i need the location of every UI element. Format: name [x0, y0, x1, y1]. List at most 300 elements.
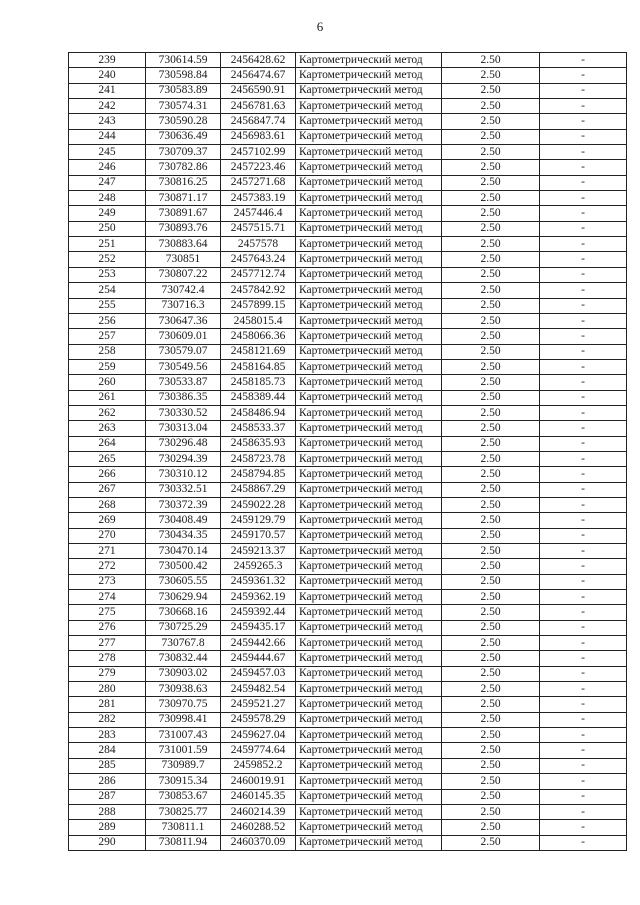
- x-coordinate-cell: 730590.28: [146, 114, 221, 129]
- accuracy-cell: 2.50: [442, 421, 540, 436]
- y-coordinate-cell: 2459457.03: [221, 666, 296, 681]
- table-row: [69, 712, 627, 727]
- x-coordinate-cell: 730579.07: [146, 344, 221, 359]
- y-coordinate-cell: 2458121.69: [221, 344, 296, 359]
- note-cell: -: [540, 636, 627, 651]
- point-number-cell: 280: [69, 682, 146, 697]
- y-coordinate-cell: 2458164.85: [221, 359, 296, 374]
- x-coordinate-cell: 730970.75: [146, 697, 221, 712]
- point-number-cell: 269: [69, 513, 146, 528]
- method-cell: Картометрический метод: [296, 221, 442, 236]
- accuracy-cell: 2.50: [442, 129, 540, 144]
- y-coordinate-cell: 2459435.17: [221, 620, 296, 635]
- accuracy-cell: 2.50: [442, 68, 540, 83]
- x-coordinate-cell: 730938.63: [146, 682, 221, 697]
- x-coordinate-cell: 730614.59: [146, 53, 221, 68]
- table-row: [69, 544, 627, 559]
- method-cell: Картометрический метод: [296, 574, 442, 589]
- y-coordinate-cell: 2459129.79: [221, 513, 296, 528]
- point-number-cell: 272: [69, 559, 146, 574]
- table-row: [69, 53, 627, 68]
- point-number-cell: 283: [69, 728, 146, 743]
- note-cell: -: [540, 528, 627, 543]
- table-row: [69, 758, 627, 773]
- method-cell: Картометрический метод: [296, 544, 442, 559]
- x-coordinate-cell: 730330.52: [146, 405, 221, 420]
- point-number-cell: 289: [69, 820, 146, 835]
- note-cell: -: [540, 743, 627, 758]
- accuracy-cell: 2.50: [442, 544, 540, 559]
- note-cell: -: [540, 682, 627, 697]
- note-cell: -: [540, 145, 627, 160]
- note-cell: -: [540, 221, 627, 236]
- x-coordinate-cell: 730470.14: [146, 544, 221, 559]
- point-number-cell: 259: [69, 359, 146, 374]
- accuracy-cell: 2.50: [442, 329, 540, 344]
- point-number-cell: 277: [69, 636, 146, 651]
- accuracy-cell: 2.50: [442, 666, 540, 681]
- y-coordinate-cell: 2457271.68: [221, 175, 296, 190]
- x-coordinate-cell: 730851: [146, 252, 221, 267]
- method-cell: Картометрический метод: [296, 559, 442, 574]
- point-number-cell: 244: [69, 129, 146, 144]
- point-number-cell: 241: [69, 83, 146, 98]
- coordinates-table-body: [69, 53, 627, 851]
- x-coordinate-cell: 731007.43: [146, 728, 221, 743]
- point-number-cell: 276: [69, 620, 146, 635]
- y-coordinate-cell: 2456781.63: [221, 99, 296, 114]
- x-coordinate-cell: 730782.86: [146, 160, 221, 175]
- table-row: [69, 820, 627, 835]
- x-coordinate-cell: 730891.67: [146, 206, 221, 221]
- y-coordinate-cell: 2457446.4: [221, 206, 296, 221]
- accuracy-cell: 2.50: [442, 574, 540, 589]
- point-number-cell: 243: [69, 114, 146, 129]
- method-cell: Картометрический метод: [296, 145, 442, 160]
- point-number-cell: 242: [69, 99, 146, 114]
- y-coordinate-cell: 2459265.3: [221, 559, 296, 574]
- x-coordinate-cell: 730372.39: [146, 497, 221, 512]
- y-coordinate-cell: 2459482.54: [221, 682, 296, 697]
- table-row: [69, 636, 627, 651]
- accuracy-cell: 2.50: [442, 804, 540, 819]
- note-cell: -: [540, 160, 627, 175]
- note-cell: -: [540, 728, 627, 743]
- accuracy-cell: 2.50: [442, 390, 540, 405]
- accuracy-cell: 2.50: [442, 758, 540, 773]
- accuracy-cell: 2.50: [442, 145, 540, 160]
- accuracy-cell: 2.50: [442, 467, 540, 482]
- table-row: [69, 743, 627, 758]
- method-cell: Картометрический метод: [296, 114, 442, 129]
- note-cell: -: [540, 68, 627, 83]
- point-number-cell: 252: [69, 252, 146, 267]
- y-coordinate-cell: 2457899.15: [221, 298, 296, 313]
- note-cell: -: [540, 175, 627, 190]
- table-row: [69, 298, 627, 313]
- x-coordinate-cell: 730893.76: [146, 221, 221, 236]
- x-coordinate-cell: 730647.36: [146, 313, 221, 328]
- method-cell: Картометрический метод: [296, 697, 442, 712]
- method-cell: Картометрический метод: [296, 344, 442, 359]
- method-cell: Картометрический метод: [296, 513, 442, 528]
- table-row: [69, 145, 627, 160]
- page-number: 6: [316, 19, 324, 34]
- table-row: [69, 99, 627, 114]
- method-cell: Картометрический метод: [296, 53, 442, 68]
- accuracy-cell: 2.50: [442, 820, 540, 835]
- point-number-cell: 274: [69, 590, 146, 605]
- y-coordinate-cell: 2458533.37: [221, 421, 296, 436]
- accuracy-cell: 2.50: [442, 636, 540, 651]
- point-number-cell: 249: [69, 206, 146, 221]
- note-cell: -: [540, 359, 627, 374]
- accuracy-cell: 2.50: [442, 682, 540, 697]
- method-cell: Картометрический метод: [296, 83, 442, 98]
- y-coordinate-cell: 2460145.35: [221, 789, 296, 804]
- method-cell: Картометрический метод: [296, 728, 442, 743]
- note-cell: -: [540, 758, 627, 773]
- accuracy-cell: 2.50: [442, 605, 540, 620]
- y-coordinate-cell: 2457515.71: [221, 221, 296, 236]
- note-cell: -: [540, 513, 627, 528]
- table-row: [69, 774, 627, 789]
- y-coordinate-cell: 2458066.36: [221, 329, 296, 344]
- x-coordinate-cell: 730742.4: [146, 283, 221, 298]
- accuracy-cell: 2.50: [442, 528, 540, 543]
- table-row: [69, 359, 627, 374]
- x-coordinate-cell: 730313.04: [146, 421, 221, 436]
- point-number-cell: 284: [69, 743, 146, 758]
- point-number-cell: 282: [69, 712, 146, 727]
- x-coordinate-cell: 730832.44: [146, 651, 221, 666]
- x-coordinate-cell: 730825.77: [146, 804, 221, 819]
- y-coordinate-cell: 2458867.29: [221, 482, 296, 497]
- y-coordinate-cell: 2459521.27: [221, 697, 296, 712]
- y-coordinate-cell: 2459022.28: [221, 497, 296, 512]
- accuracy-cell: 2.50: [442, 313, 540, 328]
- method-cell: Картометрический метод: [296, 497, 442, 512]
- y-coordinate-cell: 2458486.94: [221, 405, 296, 420]
- point-number-cell: 254: [69, 283, 146, 298]
- point-number-cell: 248: [69, 191, 146, 206]
- accuracy-cell: 2.50: [442, 482, 540, 497]
- y-coordinate-cell: 2460019.91: [221, 774, 296, 789]
- x-coordinate-cell: 730605.55: [146, 574, 221, 589]
- point-number-cell: 245: [69, 145, 146, 160]
- accuracy-cell: 2.50: [442, 206, 540, 221]
- point-number-cell: 262: [69, 405, 146, 420]
- note-cell: -: [540, 390, 627, 405]
- method-cell: Картометрический метод: [296, 436, 442, 451]
- accuracy-cell: 2.50: [442, 743, 540, 758]
- x-coordinate-cell: 730598.84: [146, 68, 221, 83]
- coordinates-table: [68, 52, 627, 851]
- accuracy-cell: 2.50: [442, 252, 540, 267]
- accuracy-cell: 2.50: [442, 160, 540, 175]
- note-cell: -: [540, 590, 627, 605]
- x-coordinate-cell: 730296.48: [146, 436, 221, 451]
- note-cell: -: [540, 329, 627, 344]
- table-row: [69, 497, 627, 512]
- point-number-cell: 285: [69, 758, 146, 773]
- accuracy-cell: 2.50: [442, 697, 540, 712]
- accuracy-cell: 2.50: [442, 590, 540, 605]
- x-coordinate-cell: 730310.12: [146, 467, 221, 482]
- method-cell: Картометрический метод: [296, 68, 442, 83]
- table-row: [69, 344, 627, 359]
- x-coordinate-cell: 730709.37: [146, 145, 221, 160]
- method-cell: Картометрический метод: [296, 758, 442, 773]
- table-row: [69, 620, 627, 635]
- y-coordinate-cell: 2458794.85: [221, 467, 296, 482]
- point-number-cell: 261: [69, 390, 146, 405]
- table-row: [69, 482, 627, 497]
- method-cell: Картометрический метод: [296, 99, 442, 114]
- note-cell: -: [540, 789, 627, 804]
- point-number-cell: 268: [69, 497, 146, 512]
- note-cell: -: [540, 574, 627, 589]
- table-row: [69, 467, 627, 482]
- table-row: [69, 390, 627, 405]
- accuracy-cell: 2.50: [442, 344, 540, 359]
- note-cell: -: [540, 482, 627, 497]
- x-coordinate-cell: 730408.49: [146, 513, 221, 528]
- note-cell: -: [540, 283, 627, 298]
- y-coordinate-cell: 2459444.67: [221, 651, 296, 666]
- point-number-cell: 271: [69, 544, 146, 559]
- note-cell: -: [540, 344, 627, 359]
- method-cell: Картометрический метод: [296, 329, 442, 344]
- method-cell: Картометрический метод: [296, 743, 442, 758]
- y-coordinate-cell: 2458389.44: [221, 390, 296, 405]
- accuracy-cell: 2.50: [442, 221, 540, 236]
- method-cell: Картометрический метод: [296, 789, 442, 804]
- accuracy-cell: 2.50: [442, 513, 540, 528]
- point-number-cell: 251: [69, 237, 146, 252]
- note-cell: -: [540, 237, 627, 252]
- method-cell: Картометрический метод: [296, 712, 442, 727]
- note-cell: -: [540, 666, 627, 681]
- x-coordinate-cell: 730629.94: [146, 590, 221, 605]
- table-row: [69, 160, 627, 175]
- point-number-cell: 246: [69, 160, 146, 175]
- table-row: [69, 313, 627, 328]
- accuracy-cell: 2.50: [442, 298, 540, 313]
- note-cell: -: [540, 835, 627, 850]
- method-cell: Картометрический метод: [296, 298, 442, 313]
- point-number-cell: 239: [69, 53, 146, 68]
- table-row: [69, 835, 627, 850]
- method-cell: Картометрический метод: [296, 160, 442, 175]
- table-row: [69, 267, 627, 282]
- table-row: [69, 129, 627, 144]
- accuracy-cell: 2.50: [442, 114, 540, 129]
- y-coordinate-cell: 2458015.4: [221, 313, 296, 328]
- x-coordinate-cell: 730500.42: [146, 559, 221, 574]
- y-coordinate-cell: 2459170.57: [221, 528, 296, 543]
- point-number-cell: 250: [69, 221, 146, 236]
- accuracy-cell: 2.50: [442, 237, 540, 252]
- accuracy-cell: 2.50: [442, 283, 540, 298]
- table-row: [69, 252, 627, 267]
- note-cell: -: [540, 712, 627, 727]
- table-row: [69, 789, 627, 804]
- point-number-cell: 273: [69, 574, 146, 589]
- point-number-cell: 278: [69, 651, 146, 666]
- accuracy-cell: 2.50: [442, 436, 540, 451]
- table-row: [69, 574, 627, 589]
- point-number-cell: 260: [69, 375, 146, 390]
- method-cell: Картометрический метод: [296, 482, 442, 497]
- x-coordinate-cell: 730574.31: [146, 99, 221, 114]
- point-number-cell: 256: [69, 313, 146, 328]
- x-coordinate-cell: 730549.56: [146, 359, 221, 374]
- accuracy-cell: 2.50: [442, 620, 540, 635]
- x-coordinate-cell: 730609.01: [146, 329, 221, 344]
- method-cell: Картометрический метод: [296, 267, 442, 282]
- table-row: [69, 329, 627, 344]
- note-cell: -: [540, 375, 627, 390]
- table-row: [69, 590, 627, 605]
- x-coordinate-cell: 730853.67: [146, 789, 221, 804]
- table-row: [69, 436, 627, 451]
- y-coordinate-cell: 2459578.29: [221, 712, 296, 727]
- note-cell: -: [540, 605, 627, 620]
- note-cell: -: [540, 697, 627, 712]
- point-number-cell: 270: [69, 528, 146, 543]
- point-number-cell: 288: [69, 804, 146, 819]
- accuracy-cell: 2.50: [442, 83, 540, 98]
- point-number-cell: 253: [69, 267, 146, 282]
- y-coordinate-cell: 2459392.44: [221, 605, 296, 620]
- method-cell: Картометрический метод: [296, 252, 442, 267]
- accuracy-cell: 2.50: [442, 835, 540, 850]
- x-coordinate-cell: 730636.49: [146, 129, 221, 144]
- method-cell: Картометрический метод: [296, 191, 442, 206]
- table-row: [69, 221, 627, 236]
- table-row: [69, 605, 627, 620]
- method-cell: Картометрический метод: [296, 605, 442, 620]
- method-cell: Картометрический метод: [296, 206, 442, 221]
- accuracy-cell: 2.50: [442, 789, 540, 804]
- method-cell: Картометрический метод: [296, 636, 442, 651]
- table-row: [69, 697, 627, 712]
- x-coordinate-cell: 731001.59: [146, 743, 221, 758]
- point-number-cell: 267: [69, 482, 146, 497]
- table-row: [69, 191, 627, 206]
- method-cell: Картометрический метод: [296, 835, 442, 850]
- point-number-cell: 255: [69, 298, 146, 313]
- table-row: [69, 421, 627, 436]
- y-coordinate-cell: 2457102.99: [221, 145, 296, 160]
- method-cell: Картометрический метод: [296, 682, 442, 697]
- table-row: [69, 513, 627, 528]
- method-cell: Картометрический метод: [296, 129, 442, 144]
- table-row: [69, 804, 627, 819]
- accuracy-cell: 2.50: [442, 712, 540, 727]
- accuracy-cell: 2.50: [442, 175, 540, 190]
- note-cell: -: [540, 774, 627, 789]
- x-coordinate-cell: 730807.22: [146, 267, 221, 282]
- note-cell: -: [540, 651, 627, 666]
- point-number-cell: 287: [69, 789, 146, 804]
- x-coordinate-cell: 730386.35: [146, 390, 221, 405]
- x-coordinate-cell: 730434.35: [146, 528, 221, 543]
- x-coordinate-cell: 730915.34: [146, 774, 221, 789]
- point-number-cell: 290: [69, 835, 146, 850]
- point-number-cell: 247: [69, 175, 146, 190]
- note-cell: -: [540, 804, 627, 819]
- note-cell: -: [540, 83, 627, 98]
- x-coordinate-cell: 730989.7: [146, 758, 221, 773]
- y-coordinate-cell: 2456590.91: [221, 83, 296, 98]
- note-cell: -: [540, 467, 627, 482]
- note-cell: -: [540, 53, 627, 68]
- method-cell: Картометрический метод: [296, 375, 442, 390]
- table-row: [69, 559, 627, 574]
- note-cell: -: [540, 497, 627, 512]
- x-coordinate-cell: 730811.1: [146, 820, 221, 835]
- y-coordinate-cell: 2456428.62: [221, 53, 296, 68]
- accuracy-cell: 2.50: [442, 497, 540, 512]
- method-cell: Картометрический метод: [296, 451, 442, 466]
- table-row: [69, 283, 627, 298]
- method-cell: Картометрический метод: [296, 528, 442, 543]
- note-cell: -: [540, 820, 627, 835]
- y-coordinate-cell: 2459442.66: [221, 636, 296, 651]
- point-number-cell: 258: [69, 344, 146, 359]
- x-coordinate-cell: 730332.51: [146, 482, 221, 497]
- table-row: [69, 405, 627, 420]
- y-coordinate-cell: 2457712.74: [221, 267, 296, 282]
- method-cell: Картометрический метод: [296, 175, 442, 190]
- point-number-cell: 264: [69, 436, 146, 451]
- x-coordinate-cell: 730725.29: [146, 620, 221, 635]
- table-row: [69, 528, 627, 543]
- y-coordinate-cell: 2458635.93: [221, 436, 296, 451]
- method-cell: Картометрический метод: [296, 590, 442, 605]
- point-number-cell: 240: [69, 68, 146, 83]
- y-coordinate-cell: 2460288.52: [221, 820, 296, 835]
- accuracy-cell: 2.50: [442, 405, 540, 420]
- note-cell: -: [540, 405, 627, 420]
- note-cell: -: [540, 191, 627, 206]
- accuracy-cell: 2.50: [442, 191, 540, 206]
- note-cell: -: [540, 421, 627, 436]
- method-cell: Картометрический метод: [296, 774, 442, 789]
- y-coordinate-cell: 2457223.46: [221, 160, 296, 175]
- method-cell: Картометрический метод: [296, 313, 442, 328]
- point-number-cell: 266: [69, 467, 146, 482]
- accuracy-cell: 2.50: [442, 267, 540, 282]
- table-row: [69, 175, 627, 190]
- point-number-cell: 265: [69, 451, 146, 466]
- method-cell: Картометрический метод: [296, 405, 442, 420]
- y-coordinate-cell: 2457842.92: [221, 283, 296, 298]
- point-number-cell: 281: [69, 697, 146, 712]
- table-row: [69, 375, 627, 390]
- table-row: [69, 114, 627, 129]
- y-coordinate-cell: 2459852.2: [221, 758, 296, 773]
- accuracy-cell: 2.50: [442, 651, 540, 666]
- y-coordinate-cell: 2459774.64: [221, 743, 296, 758]
- note-cell: -: [540, 298, 627, 313]
- note-cell: -: [540, 129, 627, 144]
- note-cell: -: [540, 451, 627, 466]
- y-coordinate-cell: 2456474.67: [221, 68, 296, 83]
- method-cell: Картометрический метод: [296, 421, 442, 436]
